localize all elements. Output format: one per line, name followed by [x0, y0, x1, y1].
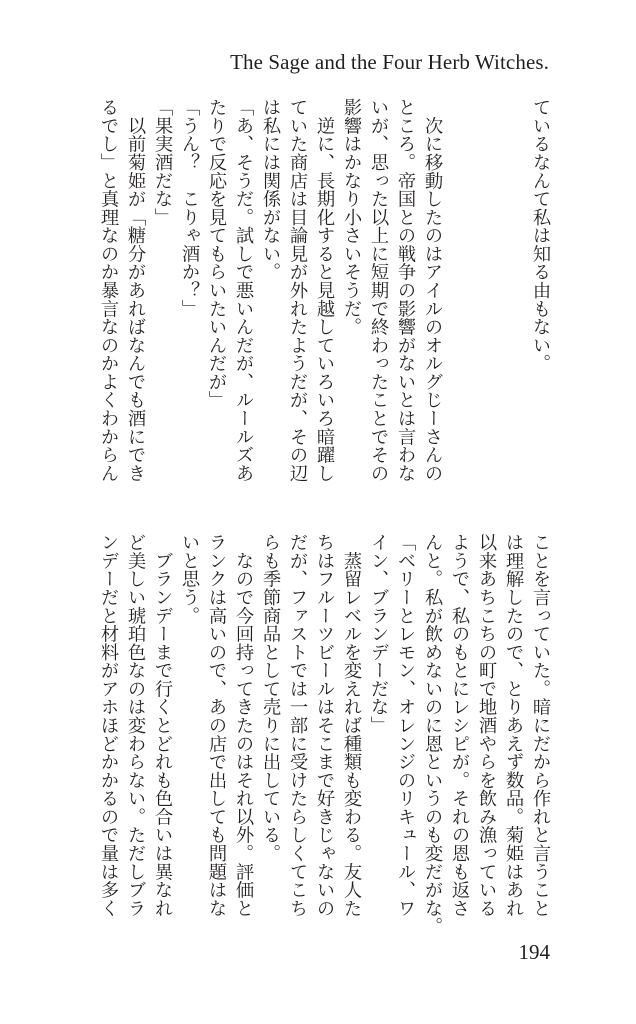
- text-column: 逆に、長期化すると見越していろいろ暗躍し: [314, 98, 335, 483]
- text-column: 影響はかなり小さいそうだ。: [341, 98, 362, 336]
- text-column: だが、ファストでは一部に受けたらしくてこち: [287, 533, 308, 918]
- text-column: ようで、私のもとにレシピが。それの恩も返さ: [449, 533, 470, 918]
- text-block-bottom: [95, 533, 554, 936]
- page-number: 194: [518, 940, 550, 964]
- text-column: らも季節商品として売りに出している。: [260, 533, 281, 863]
- text-column: は理解したので、とりあえず数品。菊姫はあれ: [503, 533, 524, 918]
- text-column: ていた商店は目論見が外れたようだが、その辺: [287, 98, 308, 483]
- text-column: ブランデーまで行くとどれも色合いは異なれ: [152, 533, 173, 918]
- text-column: ちはフルーツビールはそこまで好きじゃないの: [314, 533, 335, 918]
- text-column: 「うん？ こりゃ酒か？」: [179, 98, 200, 318]
- text-column: 以前菊姫が「糖分があればなんでも酒にでき: [125, 98, 146, 483]
- paragraph-gap: [500, 98, 527, 490]
- text-column: るでし」と真理なのか暴言なのかよくわからん: [98, 98, 119, 483]
- text-column: イン、ブランデーだな」: [368, 533, 389, 735]
- text-column: たりで反応を見てもらいたいんだが」: [206, 98, 227, 409]
- text-block-top: [95, 98, 554, 490]
- text-column: ランクは高いので、あの店で出しても問題はな: [206, 533, 227, 918]
- text-column: は私には関係がない。: [260, 98, 281, 281]
- text-column: ことを言っていた。暗にだから作れと言うこと: [530, 533, 551, 918]
- text-column: いが、思った以上に短期で終わったことでその: [368, 98, 389, 483]
- paragraph-gap: [473, 98, 500, 490]
- text-column: いと思う。: [179, 533, 200, 625]
- text-column: んと。私が飲めないのに恩というのも変だがな。: [422, 533, 443, 936]
- text-column: ンデーだと材料がアホほどかかるので量は多く: [98, 533, 119, 918]
- text-column: ど美しい琥珀色なのは変わらない。ただしブラ: [125, 533, 146, 918]
- text-column: 次に移動したのはアイルのオルグじーさんの: [422, 98, 443, 483]
- text-column: 「果実酒だな」: [152, 98, 173, 227]
- text-column: 蒸留レベルを変えれば種類も変わる。友人た: [341, 533, 362, 918]
- text-column: 「あ、そうだ。試しで悪いんだが、ルールズあ: [233, 98, 254, 483]
- text-column: 以来あちこちの町で地酒やらを飲み漁っている: [476, 533, 497, 918]
- text-column: ところ。帝国との戦争の影響がないとは言わな: [395, 98, 416, 483]
- running-header: The Sage and the Four Herb Witches.: [230, 50, 549, 74]
- text-column: 「ベリーとレモン、オレンジのリキュール、ワ: [395, 533, 416, 918]
- paragraph-gap: [446, 98, 473, 490]
- text-column: ているなんて私は知る由もない。: [530, 98, 551, 373]
- text-column: なので今回持ってきたのはそれ以外。評価と: [233, 533, 254, 918]
